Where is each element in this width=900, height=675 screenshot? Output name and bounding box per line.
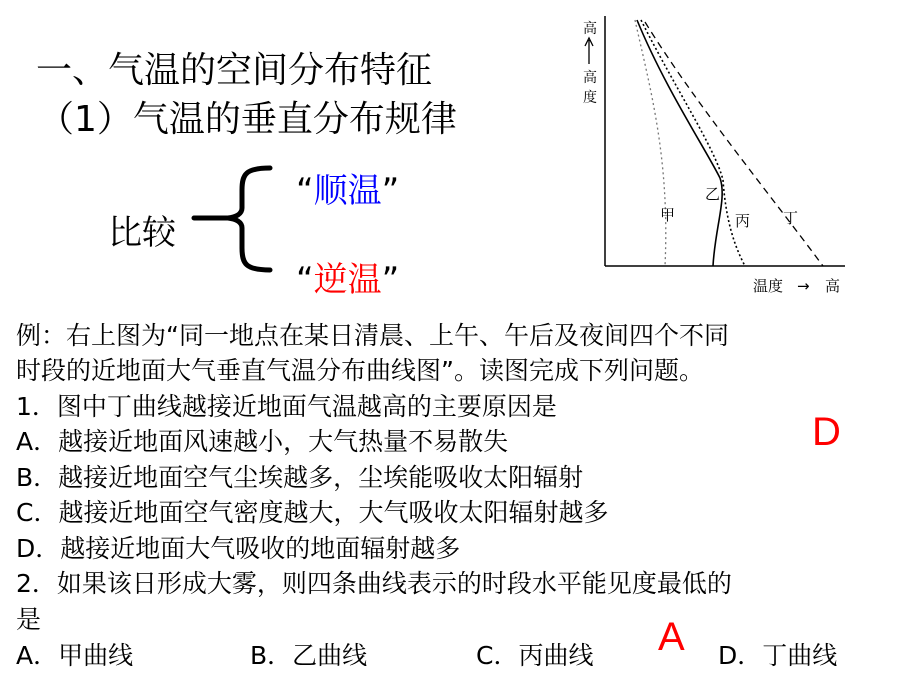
temperature-profile-diagram bbox=[575, 8, 860, 298]
curve-label-yi: 乙 bbox=[705, 185, 721, 203]
page-subtitle: （1）气温的垂直分布规律 bbox=[38, 99, 457, 140]
question-1: 1．图中丁曲线越接近地面气温越高的主要原因是 bbox=[16, 392, 557, 421]
y-axis-top-label: 高 bbox=[583, 21, 597, 37]
curve-ding bbox=[645, 22, 823, 266]
compare-item-normal: “顺温” bbox=[296, 171, 400, 211]
question-intro-line1: 例：右上图为“同一地点在某日清晨、上午、午后及夜间四个不同 bbox=[16, 321, 729, 350]
compare-word-inversion: 逆温 bbox=[313, 260, 382, 300]
q1-option-a: A．越接近地面风速越小，大气热量不易散失 bbox=[16, 427, 509, 456]
q1-option-c: C．越接近地面空气密度越大，大气吸收太阳辐射越多 bbox=[16, 498, 609, 527]
y-axis-label-1: 高 bbox=[583, 70, 597, 86]
curve-label-ding: 丁 bbox=[783, 209, 799, 227]
x-axis-end-label: 高 bbox=[825, 277, 841, 295]
x-axis-arrow-icon: → bbox=[797, 277, 810, 295]
x-axis-label: 温度 bbox=[753, 277, 784, 295]
answer-q2: A bbox=[658, 615, 685, 659]
q1-option-d: D．越接近地面大气吸收的地面辐射越多 bbox=[16, 534, 461, 563]
answer-q1: D bbox=[812, 410, 841, 454]
question-2-line2: 是 bbox=[16, 605, 42, 634]
q2-option-d: D．丁曲线 bbox=[718, 641, 838, 670]
compare-item-inversion: “逆温” bbox=[296, 260, 400, 300]
y-axis-arrow-icon bbox=[585, 38, 593, 64]
q1-option-b: B．越接近地面空气尘埃越多，尘埃能吸收太阳辐射 bbox=[16, 463, 584, 492]
q2-option-a: A．甲曲线 bbox=[16, 641, 134, 670]
curve-yi bbox=[637, 20, 722, 266]
q2-option-b: B．乙曲线 bbox=[250, 641, 368, 670]
curve-label-jia: 甲 bbox=[660, 206, 676, 224]
question-2-line1: 2．如果该日形成大雾，则四条曲线表示的时段水平能见度最低的 bbox=[16, 569, 732, 598]
question-intro-line2: 时段的近地面大气垂直气温分布曲线图”。读图完成下列问题。 bbox=[16, 356, 704, 385]
compare-label: 比较 bbox=[108, 213, 176, 253]
y-axis-label-2: 度 bbox=[583, 90, 597, 106]
curly-brace bbox=[190, 160, 280, 280]
compare-word-normal: 顺温 bbox=[313, 171, 382, 211]
curve-label-bing: 丙 bbox=[735, 212, 751, 230]
q2-option-c: C．丙曲线 bbox=[476, 641, 594, 670]
page-title: 一、气温的空间分布特征 bbox=[36, 50, 433, 91]
